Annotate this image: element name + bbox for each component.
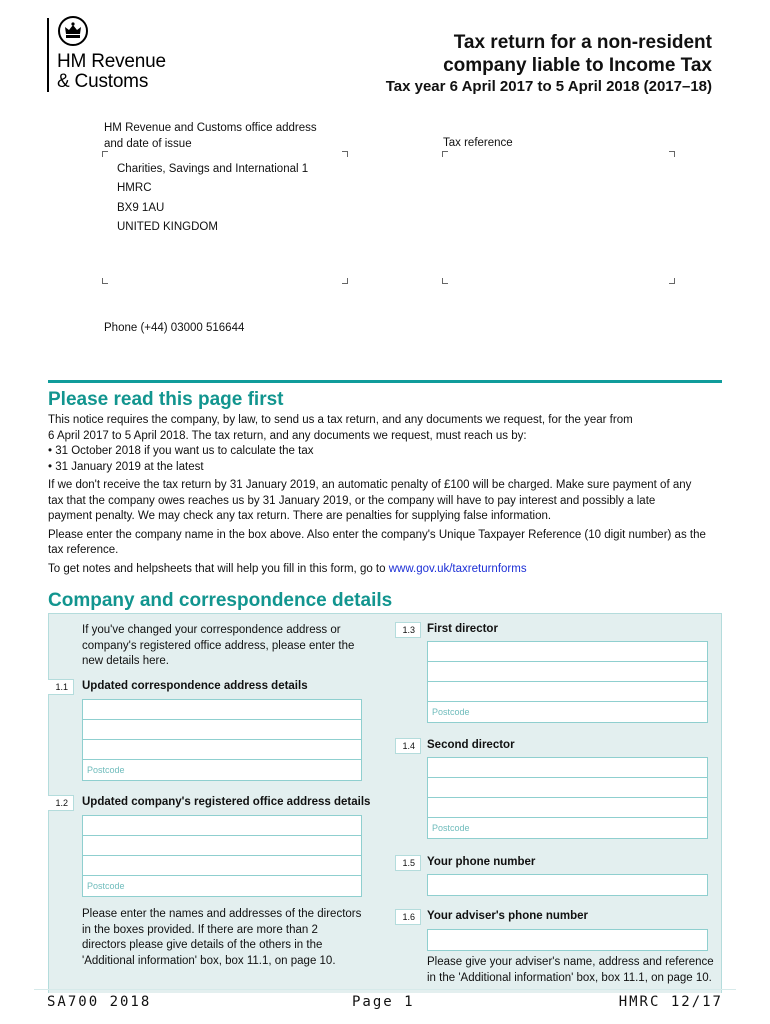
correspondence-address-fields — [82, 699, 362, 781]
penalty-text: If we don't receive the tax return by 31 January 2019, an automatic penalty of £100 will be charged. Make sure payment of any tax that the company owes reaches us by 31 January 2019, or the company will have to pay interest and possibly a late payment penalty. We may check any tax return. There are penalties for supplying false information. — [48, 479, 692, 522]
director-line-input[interactable] — [428, 682, 707, 702]
address-line-input[interactable] — [83, 816, 361, 836]
question-number: 1.4 — [395, 738, 421, 754]
office-address-box — [102, 151, 348, 284]
deadline-bullet: • 31 January 2019 at the latest — [48, 460, 204, 473]
notice-text: 6 April 2017 to 5 April 2018. The tax return, and any documents we request, must reach us by: — [48, 429, 527, 442]
director-line-input[interactable] — [428, 642, 707, 662]
form-code: SA700 2018 — [47, 994, 152, 1010]
address-line-input[interactable] — [83, 856, 361, 876]
director-line-input[interactable] — [428, 798, 707, 818]
deadline-bullet: • 31 October 2018 if you want us to calculate the tax — [48, 445, 314, 457]
address-line: HMRC — [117, 182, 152, 195]
form-version: HMRC 12/17 — [618, 994, 723, 1010]
office-phone: Phone (+44) 03000 516644 — [104, 322, 245, 334]
logo-divider — [47, 18, 49, 92]
postcode-input[interactable]: Postcode — [87, 881, 125, 891]
helpsheets-text — [48, 562, 728, 578]
tax-year: Tax year 6 April 2017 to 5 April 2018 (2017–18) — [385, 78, 712, 95]
tax-reference-box[interactable] — [442, 151, 675, 284]
address-line-input[interactable] — [83, 836, 361, 856]
corner-mark — [342, 151, 348, 157]
corner-mark — [102, 278, 108, 284]
adviser-note: Please give your adviser's name, address and reference in the 'Additional information' box, box 11.1, on page 10. — [427, 956, 714, 984]
director-line-input[interactable] — [428, 662, 707, 682]
title-line-2: company liable to Income Tax — [443, 55, 712, 76]
address-line: Charities, Savings and International 1 — [117, 163, 309, 175]
hmrc-logo — [57, 52, 166, 92]
address-line: BX9 1AU — [117, 201, 165, 214]
question-label: Your phone number — [427, 856, 536, 868]
office-label-line-2: and date of issue — [104, 137, 192, 150]
postcode-input[interactable]: Postcode — [87, 765, 125, 775]
first-director-fields — [427, 641, 708, 723]
instructions-text: Please enter the company name in the box above. Also enter the company's Unique Taxpayer Reference (10 digit number) as the tax reference. — [48, 528, 706, 556]
directors-note: Please enter the names and addresses of the directors in the boxes provided. If there are more than 2 directors please give details of the others in the 'Additional information' box, box 11.1, on page 10. — [82, 908, 362, 967]
question-number: 1.5 — [395, 855, 421, 871]
section-rule — [48, 380, 722, 383]
phone-number-input[interactable] — [428, 875, 707, 895]
intro-note: If you've changed your correspondence address or company's registered office address, please enter the new details here. — [82, 624, 355, 667]
logo-line-2: & Customs — [57, 71, 149, 92]
question-number: 1.1 — [48, 679, 74, 695]
question-number: 1.2 — [48, 795, 74, 811]
office-address-label — [104, 121, 317, 152]
office-address — [117, 160, 308, 237]
address-line-input[interactable] — [83, 700, 361, 720]
phone-number-field — [427, 874, 708, 896]
company-details-panel — [48, 613, 722, 993]
question-label: Updated correspondence address details — [82, 680, 308, 692]
read-first-heading: Please read this page first — [48, 389, 284, 410]
registered-office-address-fields — [82, 815, 362, 897]
page-title — [443, 31, 712, 77]
taxreturnforms-link[interactable]: www.gov.uk/taxreturnforms — [388, 562, 527, 575]
address-line-input[interactable] — [83, 720, 361, 740]
question-number: 1.6 — [395, 909, 421, 925]
corner-mark — [669, 278, 675, 284]
helpsheets-prefix: To get notes and helpsheets that will help you fill in this form, go to — [48, 562, 389, 575]
corner-mark — [442, 151, 448, 157]
postcode-input[interactable]: Postcode — [432, 823, 470, 833]
company-details-heading: Company and correspondence details — [48, 590, 393, 611]
address-line-input[interactable] — [83, 740, 361, 760]
notice-text: This notice requires the company, by law, to send us a tax return, and any documents we request, for the year from — [48, 414, 633, 426]
second-director-fields — [427, 757, 708, 839]
question-label: Updated company's registered office address details — [82, 796, 371, 808]
title-line-1: Tax return for a non-resident — [453, 32, 712, 53]
adviser-phone-field — [427, 929, 708, 951]
address-line: UNITED KINGDOM — [117, 220, 218, 233]
question-label: Your adviser's phone number — [427, 910, 588, 922]
crown-crest-icon — [58, 16, 88, 46]
tax-reference-label: Tax reference — [443, 137, 513, 149]
director-line-input[interactable] — [428, 778, 707, 798]
page-number: Page 1 — [352, 994, 415, 1010]
office-label-line-1: HM Revenue and Customs office address — [104, 122, 317, 134]
corner-mark — [669, 151, 675, 157]
director-line-input[interactable] — [428, 758, 707, 778]
postcode-input[interactable]: Postcode — [432, 707, 470, 717]
footer-rule — [34, 989, 736, 990]
logo-line-1: HM Revenue — [57, 51, 166, 72]
question-label: First director — [427, 623, 498, 635]
question-label: Second director — [427, 739, 515, 751]
corner-mark — [102, 151, 108, 157]
adviser-phone-input[interactable] — [428, 930, 707, 950]
corner-mark — [442, 278, 448, 284]
corner-mark — [342, 278, 348, 284]
read-first-body — [48, 413, 728, 580]
question-number: 1.3 — [395, 622, 421, 638]
